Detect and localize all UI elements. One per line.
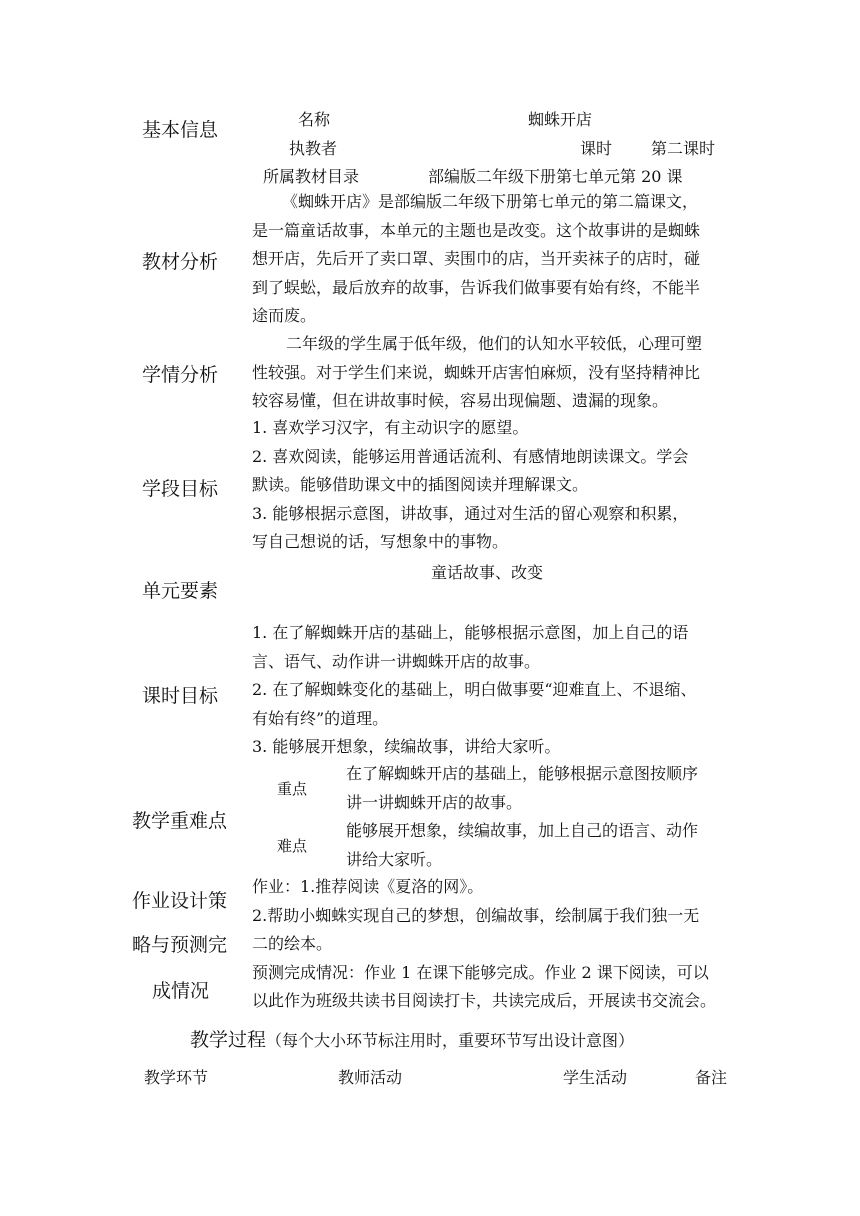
text-line: 默读。能够借助课文中的插图阅读并理解课文。: [252, 475, 589, 494]
text-line: 二的绘本。: [252, 934, 333, 953]
text-line: 讲给大家听。: [346, 849, 443, 869]
teaching-process-heading: [190, 1025, 634, 1052]
text-line: 是一篇童话故事，本单元的主题也是改变。这个故事讲的是蜘蛛: [252, 220, 701, 240]
material-analysis-label: 教材分析: [142, 251, 219, 273]
teaching-process-title: 教学过程: [190, 1029, 267, 1051]
text-line: 3. 能够展开想象，续编故事，讲给大家听。: [252, 737, 561, 756]
text-line: 1. 在了解蜘蛛开店的基础上，能够根据示意图，加上自己的语: [252, 623, 689, 642]
text-line: 预测完成情况：作业 1 在课下能够完成。作业 2 课下阅读，可以: [252, 962, 709, 982]
text-line: 较容易懂，但在讲故事时候，容易出现偏题、遗漏的现象。: [252, 391, 669, 410]
lesson-goals-label: 课时目标: [142, 685, 219, 707]
text-line: 二年级的学生属于低年级，他们的认知水平较低，心理可塑: [286, 334, 703, 353]
difficult-point-label: 难点: [277, 837, 308, 855]
text-line: 到了蜈蚣，最后放弃的故事，告诉我们做事要有始有终，不能半: [252, 277, 701, 297]
text-line: 性较强。对于学生们来说，蜘蛛开店害怕麻烦，没有坚持精神比: [252, 362, 701, 382]
text-line: 在了解蜘蛛开店的基础上，能够根据示意图按顺序: [346, 764, 699, 783]
text-line: 写自己想说的话，写想象中的事物。: [252, 532, 509, 551]
text-line: 2.帮助小蜘蛛实现自己的梦想，创编故事，绘制属于我们独一无: [252, 905, 700, 925]
student-analysis-label: 学情分析: [142, 364, 219, 386]
column-header-student: 学生活动: [563, 1068, 628, 1087]
basic-info-label: 基本信息: [142, 119, 219, 141]
teacher-label: 执教者: [289, 139, 338, 158]
text-line: 言、语气、动作讲一讲蜘蛛开店的故事。: [252, 651, 541, 671]
homework-text: [252, 873, 716, 1016]
text-line: 3. 能够根据示意图，讲故事，通过对生活的留心观察和积累，: [252, 503, 689, 523]
key-point-text: [346, 760, 698, 817]
column-header-stage: 教学环节: [144, 1068, 209, 1087]
text-line: 能够展开想象，续编故事，加上自己的语言、动作: [346, 821, 699, 840]
difficult-point-text: [346, 817, 698, 874]
name-label: 名称: [298, 110, 331, 129]
text-line: 讲一讲蜘蛛开店的故事。: [346, 792, 523, 812]
text-line: 2. 喜欢阅读，能够运用普通话流利、有感情地朗读课文。学会: [252, 446, 689, 466]
text-line: 1. 喜欢学习汉字，有主动识字的愿望。: [252, 418, 529, 437]
catalog-label: 所属教材目录: [263, 167, 360, 186]
stage-goals-label: 学段目标: [142, 478, 219, 500]
unit-elements-label: 单元要素: [142, 580, 219, 602]
text-line: 2. 在了解蜘蛛变化的基础上，明白做事要“迎难直上、不退缩、: [252, 680, 697, 699]
material-analysis-text: [252, 188, 700, 331]
period-label: 课时: [580, 139, 613, 158]
text-line: 想开店，先后开了卖口罩、卖围巾的店，当开卖袜子的店时，碰: [252, 249, 701, 268]
catalog-value: 部编版二年级下册第七单元第 20 课: [428, 167, 683, 186]
column-header-teacher: 教师活动: [338, 1068, 403, 1087]
column-header-notes: 备注: [695, 1068, 728, 1087]
homework-label-line: 作业设计策: [132, 890, 228, 912]
key-difficult-points-label: 教学重难点: [132, 810, 228, 832]
teaching-process-subtitle: （每个大小环节标注用时，重要环节写出设计意图）: [266, 1031, 635, 1050]
lesson-goals-text: [252, 619, 697, 762]
stage-goals-text: [252, 414, 688, 557]
unit-elements-value: 童话故事、改变: [431, 563, 544, 582]
period-value: 第二课时: [651, 139, 716, 158]
text-line: 有始有终”的道理。: [252, 708, 389, 728]
text-line: 以此作为班级共读书目阅读打卡，共读完成后，开展读书交流会。: [252, 991, 717, 1010]
text-line: 途而废。: [252, 306, 317, 325]
name-value: 蜘蛛开店: [528, 110, 593, 129]
student-analysis-text: [252, 330, 702, 416]
text-line: 作业：1.推荐阅读《夏洛的网》。: [252, 877, 484, 896]
homework-label-line: 成情况: [152, 980, 210, 1002]
key-point-label: 重点: [277, 780, 308, 798]
text-line: 《蜘蛛开店》是部编版二年级下册第七单元的第二篇课文，: [282, 192, 699, 211]
homework-label-line: 略与预测完: [132, 934, 228, 956]
